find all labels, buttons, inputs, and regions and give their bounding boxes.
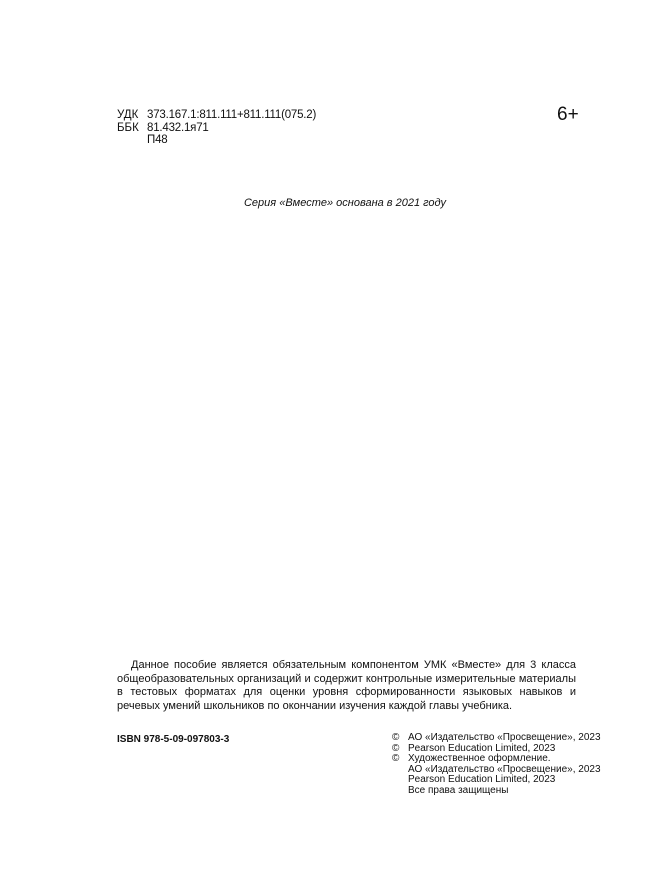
copyright-text: АО «Издательство «Просвещение», 2023 (408, 732, 601, 743)
udk-value: 373.167.1:811.111+811.111(075.2) (147, 109, 317, 121)
bbk-value: 81.432.1я71 (147, 121, 209, 134)
copyright-icon: © (392, 753, 400, 764)
copyright-line (392, 775, 601, 786)
copyright-text: Pearson Education Limited, 2023 (408, 774, 556, 785)
author-mark: П48 (147, 134, 168, 146)
classification-block (117, 109, 316, 147)
age-rating: 6+ (557, 104, 579, 125)
bbk-row (117, 122, 316, 135)
series-note: Серия «Вместе» основана в 2021 году (243, 197, 446, 209)
annotation-text: Данное пособие является обязательным компонентом УМК «Вместе» для 3 класса общеобразовательных организаций и содержит контрольные измерительные материалы в тестовых форматах для оценки уровня сформированности языковых навыков и речевых умений школьников по окончании изучения каждой главы учебника. (117, 659, 576, 712)
copyright-line (392, 786, 601, 797)
copyright-text: Все права защищены (408, 784, 509, 796)
copyright-text: Художественное оформление. (408, 753, 551, 764)
annotation (117, 659, 576, 713)
copyright-text: Pearson Education Limited, 2023 (408, 742, 556, 754)
copyright-icon: © (392, 742, 400, 754)
copyright-block (392, 733, 601, 796)
isbn: ISBN 978-5-09-097803-3 (117, 734, 230, 745)
author-mark-row (117, 134, 316, 147)
udk-row (117, 109, 316, 122)
copyright-line (392, 733, 601, 744)
udk-label: УДК (117, 109, 139, 121)
bbk-label: ББК (117, 121, 139, 134)
copyright-line (392, 754, 601, 765)
copyright-text: АО «Издательство «Просвещение», 2023 (408, 763, 601, 775)
copyright-icon: © (392, 732, 400, 743)
